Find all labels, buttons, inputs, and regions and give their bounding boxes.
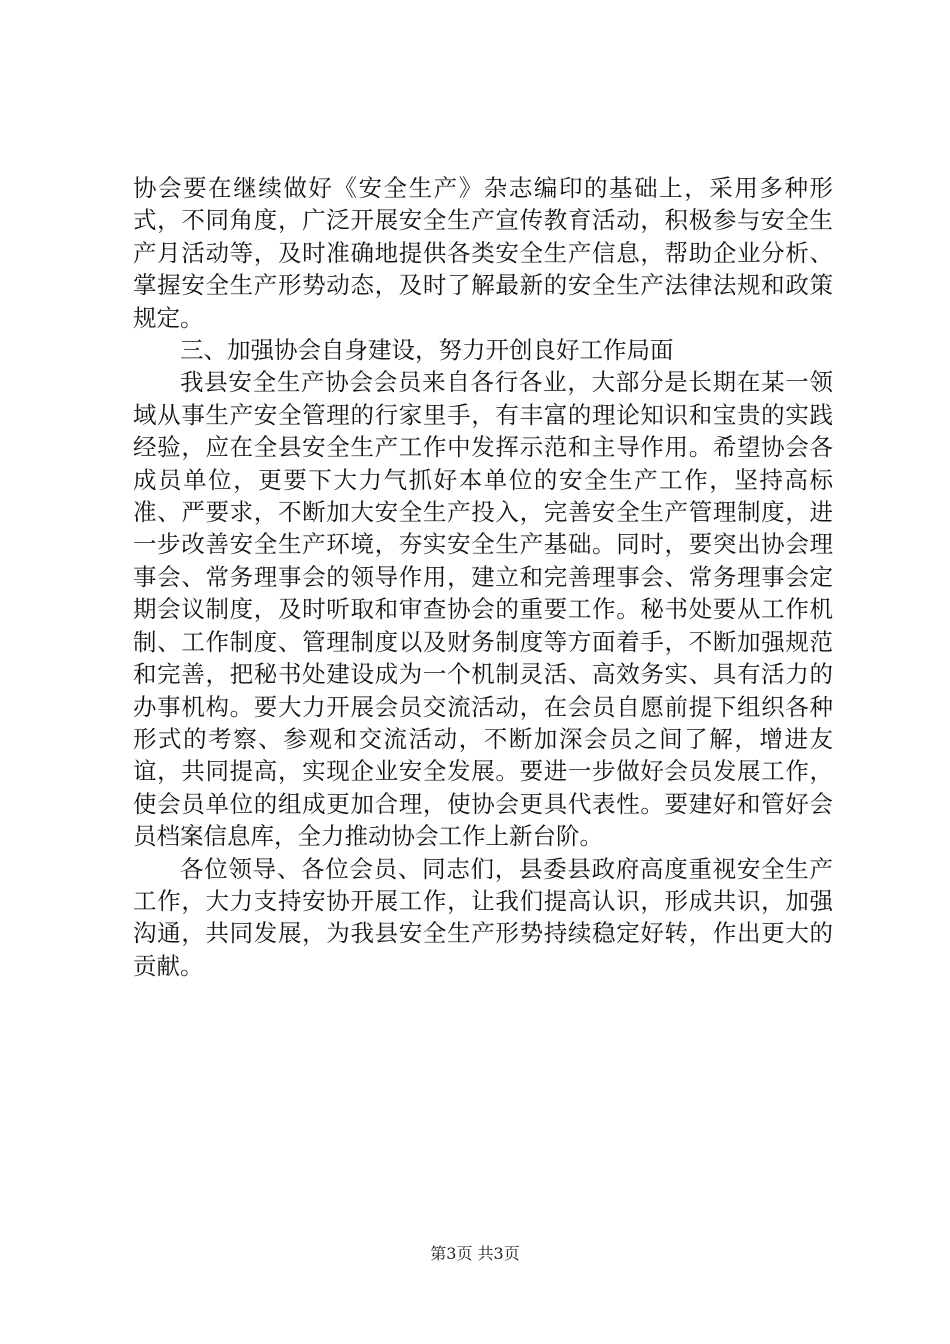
page-number-footer: 第3页 共3页 — [430, 1244, 520, 1263]
paragraph-continuation: 协会要在继续做好《安全生产》杂志编印的基础上，采用多种形式，不同角度，广泛开展安全生产宣传教育活动，积极参与安全生产月活动等，及时准确地提供各类安全生产信息，帮助企业分析、掌握安全生产形势动态，及时了解最新的安全生产法律法规和政策规定。 — [133, 174, 833, 332]
paragraph-body: 我县安全生产协会会员来自各行各业，大部分是长期在某一领域从事生产安全管理的行家里手，有丰富的理论知识和宝贵的实践经验，应在全县安全生产工作中发挥示范和主导作用。希望协会各成员单位，更要下大力气抓好本单位的安全生产工作，坚持高标准、严要求，不断加大安全生产投入，完善安全生产管理制度，进一步改善安全生产环境，夯实安全生产基础。同时，要突出协会理事会、常务理事会的领导作用，建立和完善理事会、常务理事会定期会议制度，及时听取和审查协会的重要工作。秘书处要从工作机制、工作制度、管理制度以及财务制度等方面着手，不断加强规范和完善，把秘书处建设成为一个机制灵活、高效务实、具有活力的办事机构。要大力开展会员交流活动，在会员自愿前提下组织各种形式的考察、参观和交流活动，不断加深会员之间了解，增进友谊，共同提高，实现企业安全发展。要进一步做好会员发展工作，使会员单位的组成更加合理，使协会更具代表性。要建好和管好会员档案信息库，全力推动协会工作上新台阶。 — [133, 368, 833, 851]
paragraph-closing: 各位领导、各位会员、同志们，县委县政府高度重视安全生产工作，大力支持安协开展工作，让我们提高认识，形成共识，加强沟通，共同发展，为我县安全生产形势持续稳定好转，作出更大的贡献。 — [133, 854, 833, 980]
section-heading: 三、加强协会自身建设，努力开创良好工作局面 — [180, 336, 674, 365]
document-body — [133, 172, 833, 982]
